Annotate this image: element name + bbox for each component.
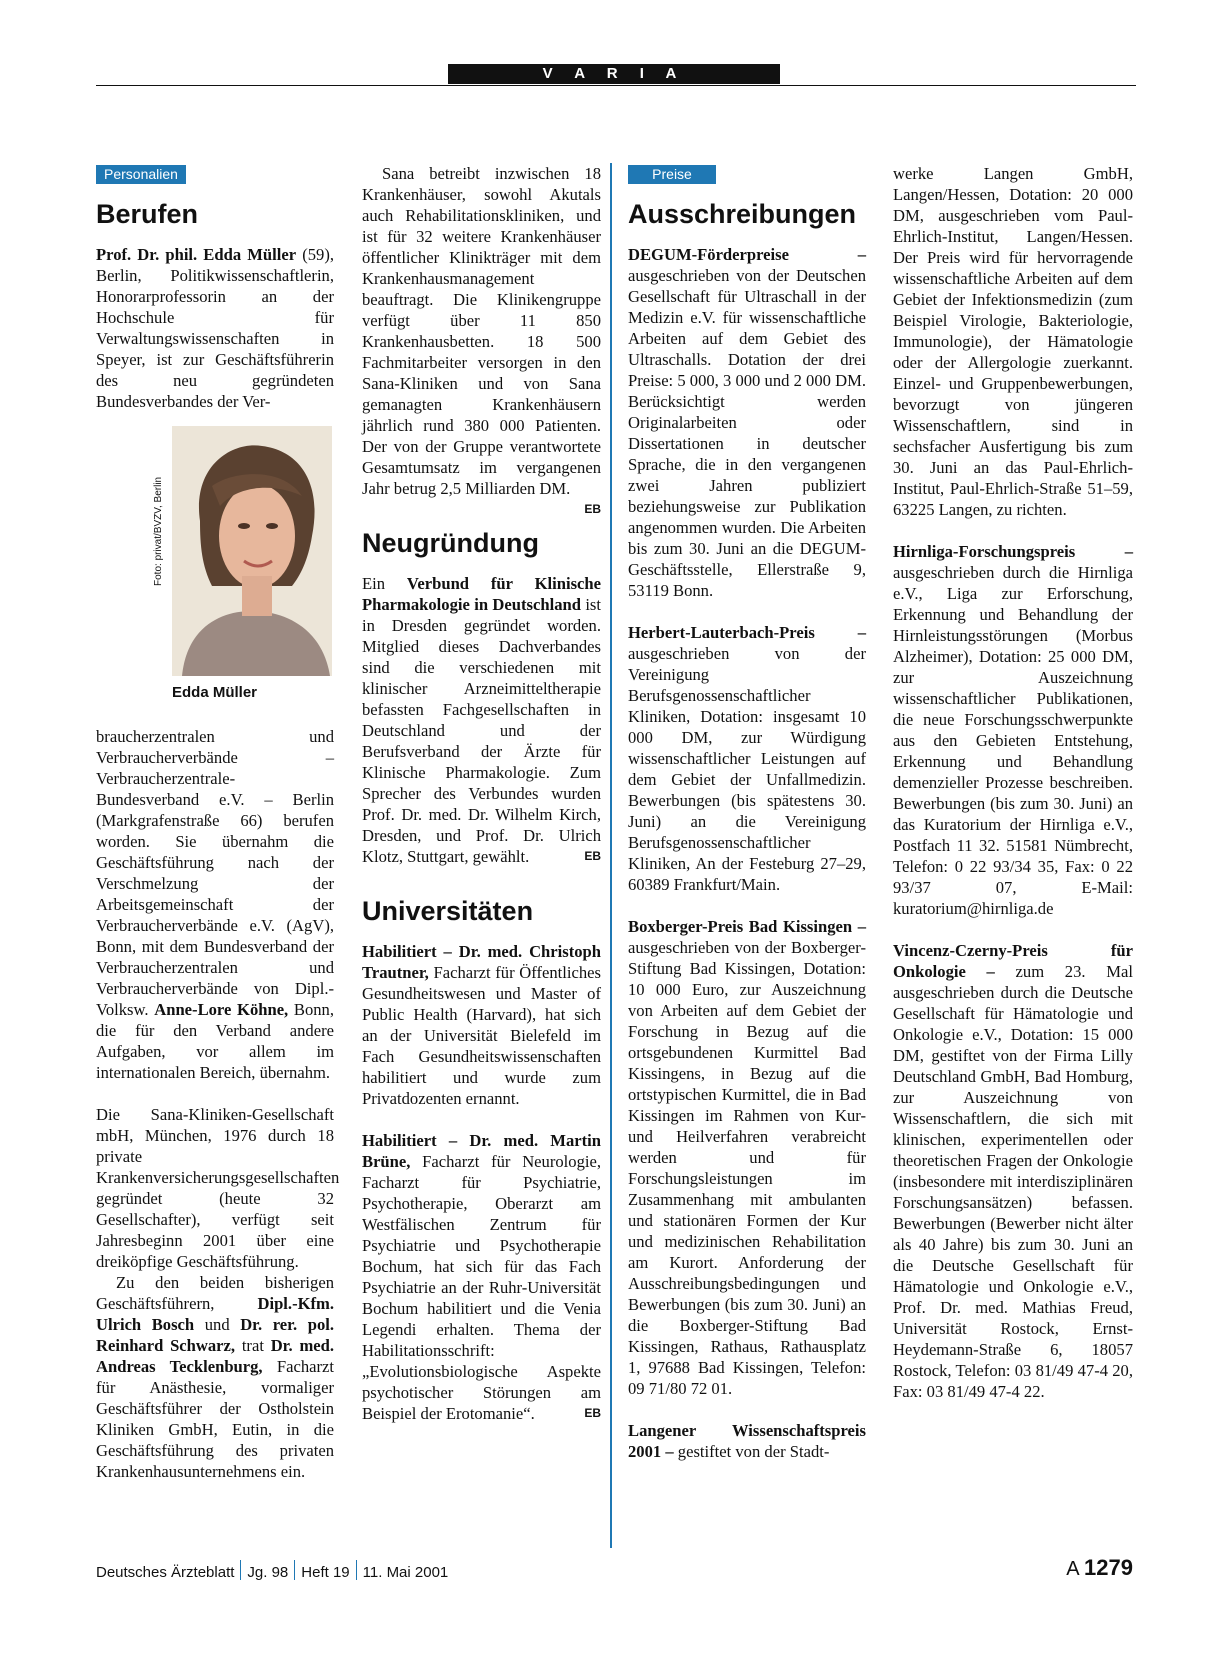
article-sana-intro: Die Sana-Kliniken-Gesellschaft mbH, München, 1976 durch 18 private Krankenversicherungsgesellschaften gegründet (heute 32 Gesellschafter), verfügt seit Jahresbeginn 2001 über eine dreiköpfige Geschäftsführung. — [96, 1105, 340, 1271]
heading-berufen: Berufen — [96, 199, 199, 229]
paragraph-text: ausgeschrieben von der Boxberger-Stiftung Bad Kissingen, Dotation: 10 000 Euro, zur Auszeichnung von Arbeiten auf dem Gebiet der Forschung in Bezug auf die ortsgebundenen Kurmittel Bad Kissingens, in Bezug auf die ortstypischen Kurmittel, die in Bad Kissingen im Rahmen von Kur- und Heilverfahren verabreicht werden und für Forschungsleistungen im Zusammenhang mit ambulanten und stationären Formen der Kur und medizinischen Rehabilitation am Kurort. Anforderung der Ausschreibungsbedingungen und Bewerbungen (bis zum 30. Juni) an die Boxberger-Stiftung Bad Kissingen, Rathaus, Rathausplatz 1, 97688 Bad Kissingen, Telefon: 09 71/80 72 01. — [628, 938, 866, 1398]
section-header: V A R I A — [448, 64, 780, 84]
column-4 — [893, 163, 1133, 1402]
portrait-photo — [172, 426, 332, 676]
paragraph-text: Ein — [362, 574, 407, 593]
article-trautner — [362, 941, 601, 1109]
award-name: Vincenz-Czerny-Preis für Onkologie – — [893, 941, 1133, 981]
column-1 — [96, 163, 340, 1482]
paragraph-text: zum 23. Mal ausgeschrieben durch die Deutsche Gesellschaft für Hämatologie und Onkologie e.V., Dotation: 15 000 DM, gestiftet von der Firma Lilly Deutschland GmbH, Bad Homburg, zur Auszeichnung von Wissenschaftlern, die sich mit klinischen, experimentellen oder theoretischen Fragen der Onkologie (insbesondere mit interdisziplinären Forschungsansätzen) befassen. Bewerbungen (Bewerber nicht älter als 40 Jahre) bis zum 30. Juni an die Deutsche Gesellschaft für Hämatologie und Onkologie e.V., Prof. Dr. med. Mathias Freud, Universität Rostock, Ernst-Heydemann-Straße 6, 18057 Rostock, Telefon: 03 81/49 47-4 20, Fax: 03 81/49 47-4 22. — [893, 962, 1133, 1401]
article-mueller-continued — [96, 726, 334, 1083]
header-rule — [96, 85, 1136, 86]
person-name: Habilitiert – Dr. med. Christoph Trautner, — [362, 942, 601, 982]
heading-neugruendung: Neugründung — [362, 528, 539, 558]
award-name: Boxberger-Preis Bad Kissingen – — [628, 917, 866, 936]
journal-volume: Jg. 98 — [247, 1564, 289, 1581]
article-hirnliga — [893, 541, 1133, 919]
person-name: Anne-Lore Köhne, — [154, 1000, 289, 1019]
article-czerny — [893, 940, 1133, 1402]
paragraph-text: trat — [235, 1336, 271, 1355]
person-name: Dr. rer. pol. Reinhard Schwarz, — [96, 1315, 334, 1355]
author-mark: EB — [584, 849, 601, 863]
author-mark: EB — [584, 502, 601, 516]
article-bruene — [362, 1130, 601, 1424]
person-name: Dipl.-Kfm. Ulrich Bosch — [96, 1294, 334, 1334]
article-sana-continued — [362, 163, 601, 516]
journal-name: Deutsches Ärzteblatt — [96, 1564, 235, 1581]
column-2 — [362, 163, 601, 1424]
paragraph-text: Facharzt für Anästhesie, vormaliger Geschäftsführer der Ostholstein Kliniken GmbH, Eutin, in die Geschäftsführung des privaten Krankenhausunternehmens ein. — [96, 1357, 334, 1481]
category-tag-preise: Preise — [628, 165, 716, 184]
paragraph-text: Zu den beiden bisherigen Geschäftsführern, — [96, 1273, 334, 1313]
paragraph-text: Bonn, die für den Verband andere Aufgaben, vor allem im internationalen Bereich, übernahm. — [96, 1000, 334, 1082]
author-mark: EB — [584, 1406, 601, 1420]
article-sana-management — [96, 1272, 334, 1482]
paragraph-text: Sana betreibt inzwischen 18 Krankenhäuser, sowohl Akutals auch Rehabilitationskliniken, und ist für 32 weitere Krankenhäuser öffentlicher Klinikträger mit dem Krankenhausmanagement beauftragt. Die Klinikengruppe verfügt über 11 850 Krankenhausbetten. 18 500 Fachmitarbeiter versorgen in den Sana-Kliniken und von Sana gemanagten Krankenhäusern jährlich rund 380 000 Patienten. Der von der Gruppe verantwortete Gesamtumsatz im vergangenen Jahr betrug 2,5 Milliarden DM. — [362, 164, 601, 498]
person-name: Habilitiert – Dr. med. Martin Brüne, — [362, 1131, 601, 1171]
award-name: Langener Wissenschaftspreis 2001 – — [628, 1421, 866, 1461]
portrait-figure — [96, 426, 334, 716]
heading-universitaeten: Universitäten — [362, 896, 534, 926]
award-name: DEGUM-Förderpreise – — [628, 245, 866, 264]
paragraph-text: ausgeschrieben von der Vereinigung Berufsgenossenschaftlicher Kliniken, Dotation: insgesamt 10 000 DM, zur Würdigung wissenschaftlicher Leistungen auf dem Gebiet der Unfallmedizin. Bewerbungen (bis spätestens 30. Juni) an die Vereinigung Berufsgenossenschaftlicher Kliniken, An der Festeburg 27–29, 60389 Frankfurt/Main. — [628, 644, 866, 894]
article-degum — [628, 244, 866, 601]
paragraph-text: ausgeschrieben durch die Hirnliga e.V., Liga zur Erforschung, Erkennung und Behandlung der Hirnleistungsstörungen (Morbus Alzheimer), Dotation: 25 000 DM, zur Auszeichnung wissenschaftlicher Publikationen, die neue Forschungsschwerpunkte aus den Gebieten Entstehung, Erkennung und Behandlung demenzieller Prozesse beschreiben. Bewerbungen (bis zum 30. Juni) an das Kuratorium der Hirnliga e.V., Postfach 11 32. 51581 Nümbrecht, Telefon: 0 22 93/34 35, Fax: 0 22 93/37 07, E-Mail: kuratorium@hirnliga.de — [893, 563, 1133, 918]
paragraph-text: (59), Berlin, Politikwissenschaftlerin, Honorarprofessorin an der Hochschule für Verwaltungswissenschaften in Speyer, ist zur Geschäftsführerin des neu gegründeten Bundesverbandes der Ver- — [96, 245, 334, 411]
paragraph-text: ausgeschrieben von der Deutschen Gesellschaft für Ultraschall in der Medizin e.V. für wissenschaftliche Arbeiten auf dem Gebiet des Ultraschalls. Dotation der drei Preise: 5 000, 3 000 und 2 000 DM. Berücksichtigt werden Originalarbeiten oder Dissertationen in deutscher Sprache, die in den vergangenen zwei Jahren publiziert beziehungsweise zur Publikation angenommen wurden. Die Arbeiten bis zum 30. Juni an die DEGUM-Geschäftsstelle, Ellerstraße 9, 53119 Bonn. — [628, 266, 866, 600]
paragraph-text: Facharzt für Öffentliches Gesundheitswesen und Master of Public Health (Harvard), hat sich an der Universität Bielefeld im Fach Gesundheitswissenschaften habilitiert und wurde zum Privatdozenten ernannt. — [362, 963, 601, 1108]
article-lauterbach — [628, 622, 866, 895]
photo-caption: Edda Müller — [172, 684, 258, 701]
article-boxberger — [628, 916, 866, 1399]
column-3 — [628, 163, 866, 1462]
paragraph-text: ist in Dresden gegründet worden. Mitglied dieses Dachverbandes sind die verschiedenen mit klinischer Arzneimitteltherapie befassten Fachgesellschaften in Deutschland und der Berufsverband der Ärzte für Klinische Pharmakologie. Zum Sprecher des Verbundes wurden Prof. Dr. med. Dr. Wilhelm Kirch, Dresden, und Prof. Dr. Ulrich Klotz, Stuttgart, gewählt. — [362, 595, 601, 866]
page-number-value: 1279 — [1084, 1555, 1133, 1580]
footer-citation — [96, 1560, 448, 1581]
organization-name: Verbund für Klinische Pharmakologie in Deutschland — [362, 574, 601, 614]
award-name: Herbert-Lauterbach-Preis – — [628, 623, 866, 642]
page-number — [1066, 1555, 1133, 1581]
column-divider — [610, 163, 612, 1548]
paragraph-text: braucherzentralen und Verbraucherverbände – Verbraucherzentrale-Bundesverband e.V. – Berlin (Markgrafenstraße 66) berufen worden. Sie übernahm die Geschäftsführung nach der Verschmelzung der Arbeitsgemeinschaft der Verbraucherverbände e.V. (AgV), Bonn, mit dem Bundesverband der Verbraucherzentralen und Verbraucherverbände von Dipl.-Volksw. — [96, 727, 334, 1019]
heading-ausschreibungen: Ausschreibungen — [628, 199, 857, 229]
person-name: Prof. Dr. phil. Edda Müller — [96, 245, 297, 264]
award-name: Hirnliga-Forschungspreis – — [893, 542, 1133, 561]
photo-credit: Foto: privat/BVZV, Berlin — [153, 476, 164, 586]
article-langener-continued: werke Langen GmbH, Langen/Hessen, Dotation: 20 000 DM, ausgeschrieben vom Paul-Ehrlich-Institut, Langen/Hessen. Der Preis wird für hervorragende wissenschaftliche Arbeiten auf dem Gebiet der Infektionsmedizin (zum Beispiel Virologie, Bakteriologie, Immunologie), der Hämatologie oder der Allergologie zuerkannt. Einzel- und Gruppenbewerbungen, bevorzugt von jüngeren Wissenschaftlern, sind in sechsfacher Ausfertigung bis zum 30. Juni an das Paul-Ehrlich-Institut, Paul-Ehrlich-Straße 51–59, 63225 Langen, zu richten. — [893, 164, 1133, 519]
paragraph-text: und — [194, 1315, 241, 1334]
page-prefix: A — [1066, 1558, 1079, 1580]
journal-issue: Heft 19 — [301, 1564, 350, 1581]
journal-date: 11. Mai 2001 — [362, 1564, 449, 1581]
paragraph-text: Facharzt für Neurologie, Facharzt für Psychiatrie, Psychotherapie, Oberarzt am Westfälischen Zentrum für Psychiatrie und Psychotherapie Bochum, hat sich für das Fach Psychiatrie an der Ruhr-Universität Bochum habilitiert und die Venia Legendi erhalten. Thema der Habilitationsschrift: „Evolutionsbiologische Aspekte psychotischer Störungen am Beispiel der Erotomanie“. — [362, 1152, 601, 1423]
paragraph-text: gestiftet von der Stadt- — [673, 1442, 830, 1461]
category-tag-personalien: Personalien — [96, 165, 186, 184]
article-verbund — [362, 573, 601, 867]
article-mueller-intro — [96, 244, 334, 412]
person-name: Dr. med. Andreas Tecklenburg, — [96, 1336, 335, 1376]
article-langener — [628, 1420, 866, 1462]
